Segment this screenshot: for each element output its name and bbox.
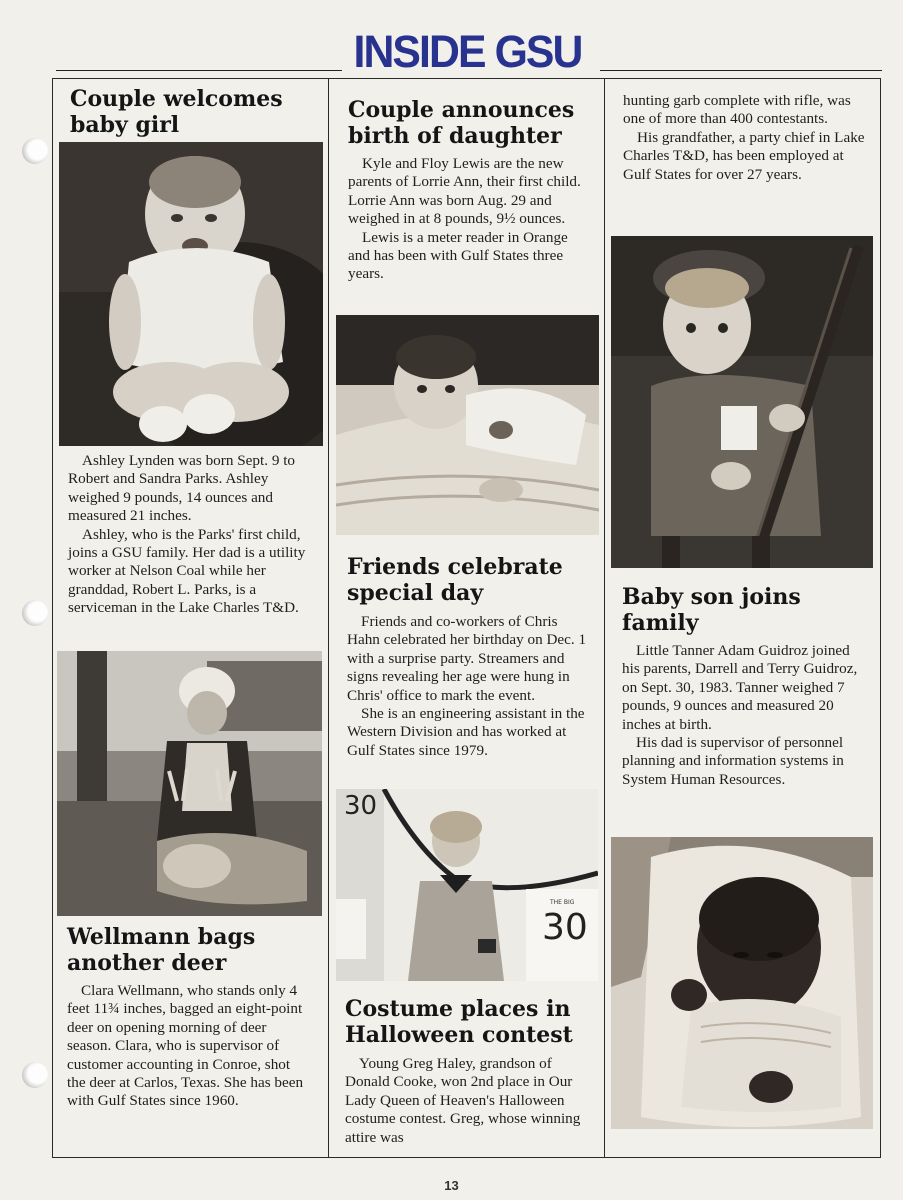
- story-costume-continued-paragraph-1: hunting garb complete with rifle, was one of more than 400 contestants.: [623, 92, 851, 128]
- page-number: 13: [444, 1178, 459, 1193]
- masthead-rule-right: [600, 70, 882, 71]
- photo-baby-ashley: [59, 142, 323, 446]
- story-wellmann-paragraph-1: Clara Wellmann, who stands only 4 feet 11¾ inches, bagged an eight-point deer on opening morning of deer season. Clara, who is supervisor of customer accounting in Conroe, shot the deer at Carlos, Texas. She has been with Gulf States since 1960.: [67, 982, 304, 1110]
- masthead-title: INSIDE GSU: [353, 26, 582, 77]
- story-costume-continued-paragraph-2: His grandfather, a party chief in Lake Charles T&D, has been employed at Gulf States for over 27 years.: [623, 128, 865, 183]
- headline-couple-welcomes-baby-girl: Couple welcomes baby girl: [70, 86, 283, 138]
- story-guidroz-text: [622, 642, 867, 789]
- sign-the-big: THE BIG: [550, 899, 575, 906]
- binder-hole-middle: [22, 600, 48, 626]
- binder-hole-bottom: [22, 1062, 48, 1088]
- photo-baby-lorrie-ann: [336, 315, 599, 535]
- story-costume-text: [345, 1055, 587, 1147]
- headline-friends-celebrate-special-day: Friends celebrate special day: [347, 554, 563, 606]
- story-chris-hahn-paragraph-1: Friends and co-workers of Chris Hahn celebrated her birthday on Dec. 1 with a surprise party. Streamers and signs revealing her age were hung in Chris' office to mark the event.: [347, 613, 587, 704]
- sign-30-left: 30: [344, 791, 378, 821]
- story-lewis-text: [348, 155, 588, 284]
- story-chris-hahn-paragraph-2: She is an engineering assistant in the Western Division and has worked at Gulf States since 1979.: [347, 705, 585, 759]
- photo-clara-wellmann-deer: [57, 651, 322, 916]
- masthead-rule-left: [56, 70, 342, 71]
- headline-couple-announces-birth: Couple announces birth of daughter: [348, 97, 575, 149]
- story-baby-girl-paragraph-1: Ashley Lynden was born Sept. 9 to Robert and Sandra Parks. Ashley weighed 9 pounds, 14 ounces and measured 21 inches.: [68, 452, 296, 525]
- story-chris-hahn-text: [347, 613, 587, 760]
- story-lewis-paragraph-2: Lewis is a meter reader in Orange and has been with Gulf States three years.: [348, 228, 568, 283]
- story-lewis-paragraph-1: Kyle and Floy Lewis are the new parents of Lorrie Ann, their first child. Lorrie Ann was born Aug. 29 and weighed in at 8 pounds, 9½ ounces.: [348, 155, 581, 228]
- story-baby-girl-text: [68, 452, 308, 618]
- column-divider-1: [328, 78, 329, 1158]
- headline-costume-places-halloween: Costume places in Halloween contest: [345, 996, 573, 1048]
- story-guidroz-paragraph-1: Little Tanner Adam Guidroz joined his parents, Darrell and Terry Guidroz, on Sept. 30, 1983. Tanner weighed 7 pounds, 9 ounces and measured 20 inches at birth.: [622, 642, 858, 733]
- headline-wellmann-bags-another-deer: Wellmann bags another deer: [67, 924, 256, 976]
- photo-baby-tanner: [611, 837, 873, 1129]
- story-costume-continued-text: [623, 92, 865, 184]
- binder-hole-top: [22, 138, 48, 164]
- photo-chris-hahn-party: [336, 789, 598, 981]
- sign-30-right: 30: [542, 907, 588, 948]
- masthead: [0, 22, 903, 78]
- story-baby-girl-paragraph-2: Ashley, who is the Parks' first child, joins a GSU family. Her dad is a utility worker at Nelson Coal while her granddad, Robert L. Parks, is a serviceman in the Lake Charles T&D.: [68, 525, 306, 617]
- headline-baby-son-joins-family: Baby son joins family: [622, 584, 801, 636]
- story-guidroz-paragraph-2: His dad is supervisor of personnel planning and information systems in System Human Resources.: [622, 734, 844, 788]
- column-divider-2: [604, 78, 605, 1158]
- story-costume-paragraph-1: Young Greg Haley, grandson of Donald Cooke, won 2nd place in Our Lady Queen of Heaven's Halloween costume contest. Greg, whose winning attire was: [345, 1055, 581, 1146]
- story-wellmann-text: [67, 982, 307, 1111]
- photo-greg-haley-costume: [611, 236, 873, 568]
